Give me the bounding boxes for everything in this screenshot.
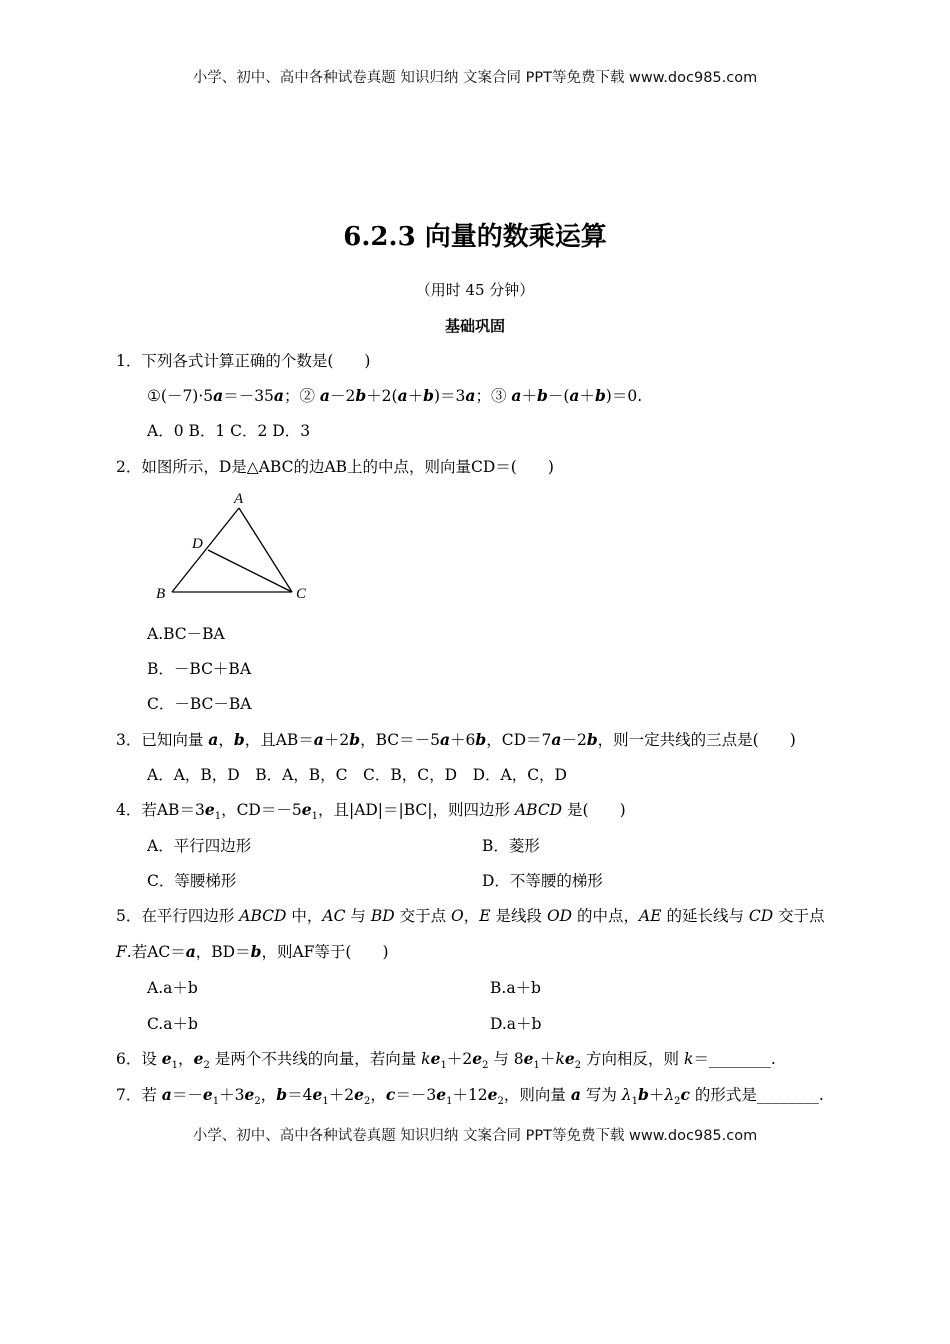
q4-stem: 4．若$AB=3e_1$，$CD=-5e_1$，且|AD|＝|BC|，则四边形 ABCD 是( ) (116, 800, 626, 823)
q5-option-b: B.a＋b (490, 979, 541, 997)
q2-option-b: B．－BC＋BA (147, 660, 252, 678)
q4-option-d: D．不等腰的梯形 (482, 872, 603, 890)
label-d: D (192, 536, 203, 552)
label-b: B (156, 586, 166, 602)
label-c: C (296, 586, 307, 602)
q2-stem: 2．如图所示，D是△ABC的边AB上的中点，则向量CD＝( ) (116, 458, 554, 476)
q6-stem: 6．设 $e_1$，$e_2$ 是两个不共线的向量，若向量 $ke_1+2e_2$ 与 $8e_1+ke_2$ 方向相反，则 k＝________. (116, 1049, 776, 1072)
q7-stem: 7．若 $a=-e_1+3e_2$，$b=4e_1+2e_2$，$c=-3e_1+12e_2$，则向量 a 写为 $\lambda_1b+\lambda_2c$ 的形式是________. (116, 1085, 824, 1108)
q5-stem-line2: F.若AC＝a，BD＝b，则AF等于( ) (116, 942, 389, 961)
section-heading: 基础巩固 (444, 317, 505, 335)
q5-option-c: C.a＋b (147, 1015, 198, 1033)
q4-option-c: C．等腰梯形 (147, 872, 237, 890)
q5-option-a: A.a＋b (147, 979, 198, 997)
q1-options: A．0 B．1 C．2 D．3 (147, 422, 311, 440)
time-note: （用时 45 分钟） (415, 281, 535, 299)
triangle-figure (150, 488, 320, 608)
q2-option-c: C．－BC－BA (147, 695, 252, 713)
q5-option-d: D.a＋b (490, 1015, 542, 1033)
side-ab (172, 508, 239, 592)
q4-option-a: A．平行四边形 (147, 837, 252, 855)
q3-options: A．A，B，D B．A，B，C C．B，C，D D．A，C，D (147, 766, 567, 784)
q1-stem: 1．下列各式计算正确的个数是( ) (116, 352, 371, 370)
label-a: A (234, 491, 244, 507)
page-header: 小学、初中、高中各种试卷真题 知识归纳 文案合同 PPT等免费下载 www.doc985.com (192, 70, 758, 86)
q3-stem: 3．已知向量 a，b，且AB＝a＋2b，BC＝－5a＋6b，CD＝7a－2b，则一定共线的三点是( ) (116, 730, 796, 749)
page-footer: 小学、初中、高中各种试卷真题 知识归纳 文案合同 PPT等免费下载 www.doc985.com (192, 1128, 758, 1144)
q4-option-b: B．菱形 (482, 837, 540, 855)
q2-option-a: A.BC－BA (147, 625, 225, 643)
q1-expressions: ①(－7)·5a＝－35a；② a－2b＋2(a＋b)＝3a；③ a＋b－(a＋b)＝0. (147, 386, 643, 405)
page-title: 6.2.3 向量的数乘运算 (343, 222, 607, 252)
q5-stem-line1: 5．在平行四边形 ABCD 中，AC 与 BD 交于点 O，E 是线段 OD 的中点，AE 的延长线与 CD 交于点 (116, 907, 825, 925)
